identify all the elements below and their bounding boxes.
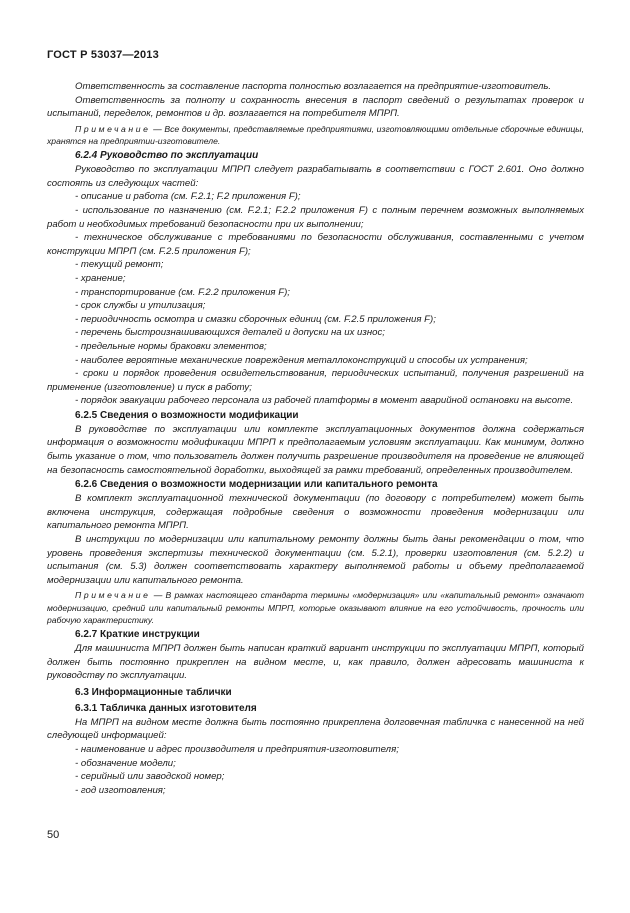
list-item: - порядок эвакуации рабочего персонала из рабочей платформы в момент аварийной остановки на высоте. <box>75 395 574 407</box>
section-heading: 6.2.5 Сведения о возможности модификации <box>75 409 299 421</box>
page-body <box>47 80 584 797</box>
list-item: - год изготовления; <box>75 784 166 796</box>
list-item: - использование по назначению (см. F.2.1; F.2.2 приложения F) с полным перечнем возможных выполняемых работ и необходимых требований безопасности при их выполнении; <box>47 204 584 230</box>
note-text: — Все документы, представляемые предприятиями, изготовляющими отдельные сборочные единицы, хранятся на предприятии-изготовителе. <box>47 123 584 146</box>
paragraph: В руководстве по эксплуатации или комплекте эксплуатационных документов должна содержаться информация о возможности модификации МПРП к предполагаемым условиям эксплуатации. Как минимум, должно быть указание о том, что пользователь должен получить разрешение производителя на проведение не влияющей на безопасность самостоятельной доработки, выходящей за рамки требований, определенных производителем. <box>47 423 584 476</box>
note-text: — В рамках настоящего стандарта термины «модернизация» или «капитальный ремонт» означают модернизацию, средний или капитальный ремонты МПРП, которые оказывают влияние на его устойчивость, прочность или рабочую характеристику. <box>47 590 584 625</box>
list-item: - текущий ремонт; <box>75 259 164 271</box>
note-label: Примечание <box>75 590 151 601</box>
paragraph: Руководство по эксплуатации МПРП следует разрабатывать в соответствии с ГОСТ 2.601. Оно должно состоять из следующих частей: <box>47 164 584 189</box>
list-item: - транспортирование (см. F.2.2 приложения F); <box>75 286 290 298</box>
note <box>47 123 584 147</box>
note <box>47 589 584 626</box>
list-item: - сроки и порядок проведения освидетельствования, периодических испытаний, получения разрешений на применение (изготовление) и пуск в работу; <box>47 368 584 393</box>
paragraph: Для машиниста МПРП должен быть написан краткий вариант инструкции по эксплуатации МПРП, который должен быть постоянно прикреплен на видном месте, и, как правило, должен адресовать машиниста к руководству по эксплуатации. <box>47 643 584 682</box>
list-item: - наиболее вероятные механические повреждения металлоконструкций и способы их устранения; <box>75 354 528 366</box>
list-item: - срок службы и утилизация; <box>75 300 206 312</box>
note-label: Примечание <box>75 123 151 134</box>
paragraph: На МПРП на видном месте должна быть постоянно прикреплена долговечная табличка с нанесенной на ней следующей информацией: <box>47 716 584 742</box>
paragraph: В инструкции по модернизации или капитальному ремонту должны быть даны рекомендации о том, что уровень проведения экспертизы технической документации (см. 5.2.1), проверки изготовления (см. 5.2.2) и испытания (см. 5.3) должен соответствовать характеру выполняемой работы и объему предполагаемой модернизации или капитального ремонта. <box>47 534 584 586</box>
page-header: ГОСТ Р 53037—2013 <box>47 49 159 61</box>
paragraph: В комплект эксплуатационной технической документации (по договору с потребителем) может быть включена инструкция, содержащая подробные сведения о возможности проведения модернизации или капитального ремонта МПРП. <box>47 493 584 532</box>
section-heading: 6.2.7 Краткие инструкции <box>75 629 200 641</box>
section-heading: 6.3.1 Табличка данных изготовителя <box>75 702 257 714</box>
list-item: - серийный или заводской номер; <box>75 771 225 783</box>
section-heading: 6.3 Информационные таблички <box>75 686 232 698</box>
list-item: - наименование и адрес производителя и предприятия-изготовителя; <box>75 743 399 755</box>
paragraph: Ответственность за полноту и сохранность внесения в паспорт сведений о результатах проверок и испытаний, переделок, ремонтов и др. возлагается на потребителя МПРП. <box>47 94 584 120</box>
list-item: - техническое обслуживание с требованиями по безопасности обслуживания, составленными с учетом конструкции МПРП (см. F.2.5 приложения F); <box>47 232 584 257</box>
section-heading: 6.2.6 Сведения о возможности модернизации или капитального ремонта <box>75 479 438 491</box>
list-item: - перечень быстроизнашивающихся деталей и допуски на их износ; <box>75 327 385 339</box>
list-item: - хранение; <box>75 272 126 284</box>
page-number: 50 <box>47 829 60 841</box>
list-item: - описание и работа (см. F.2.1; F.2 приложения F); <box>75 191 301 203</box>
paragraph: Ответственность за составление паспорта полностью возлагается на предприятие-изготовитель. <box>75 81 552 92</box>
list-item: - предельные нормы браковки элементов; <box>75 340 267 352</box>
list-item: - периодичность осмотра и смазки сборочных единиц (см. F.2.5 приложения F); <box>75 313 436 325</box>
list-item: - обозначение модели; <box>75 757 176 769</box>
section-heading: 6.2.4 Руководство по эксплуатации <box>75 150 259 162</box>
